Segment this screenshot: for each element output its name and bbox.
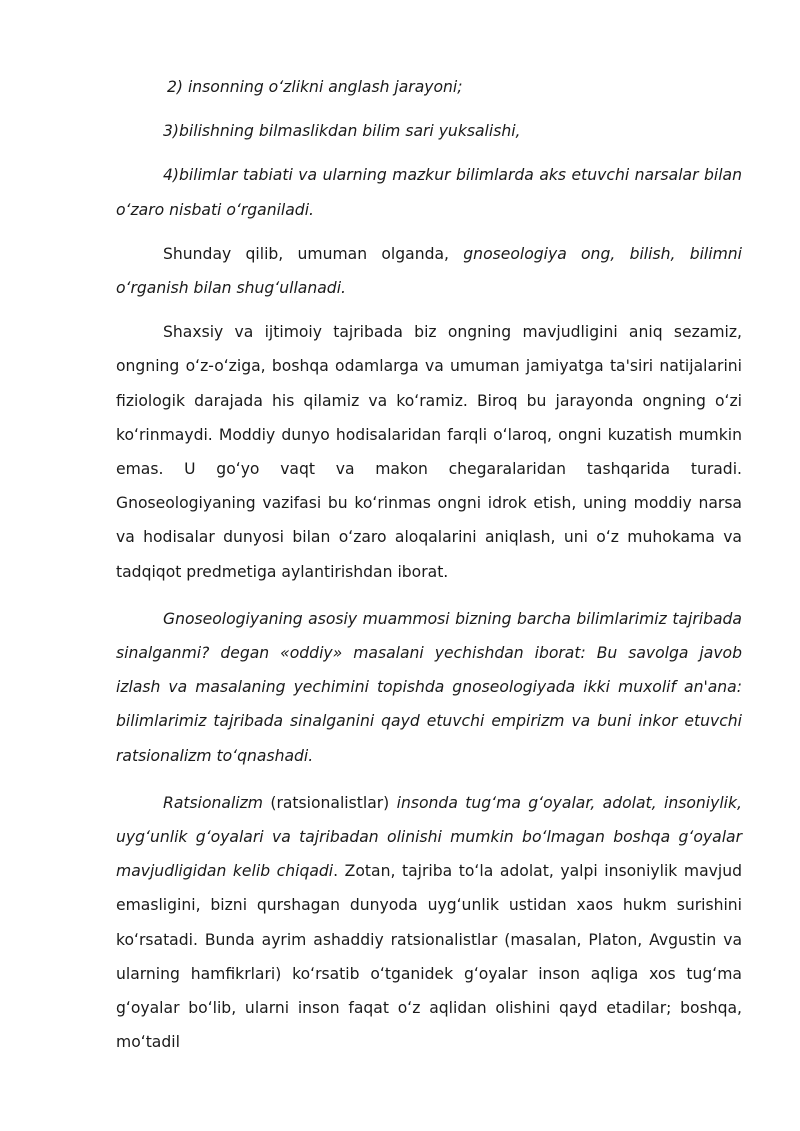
rationalism-paren: (ratsionalistlar) xyxy=(262,793,397,812)
rationalism-italic: insonda tugʻma gʻoyalar, adolat, insoniylik, uygʻunlik gʻoyalari va tajribadan olinishi mumkin boʻlmagan boshqa gʻoyalar mavjudligidan kelib chiqadi xyxy=(116,793,742,881)
rationalism-rest: . Zotan, tajriba toʻla adolat, yalpi insoniylik mavjud emasligini, bizni qurshagan dunyoda uygʻunlik ustidan xaos hukm surishini koʻrsatadi. Bunda ayrim ashaddiy ratsionalistlar (masalan, Platon, Avgustin va ularning hamfikrlari) koʻrsatib oʻtganidek gʻoyalar inson aqliga xos tugʻma gʻoyalar boʻlib, ularni inson faqat oʻz aqlidan olishini qayd etadilar; boshqa, moʻtadil xyxy=(116,862,742,1052)
paragraph-summary-lead: Shunday qilib, umuman olganda, xyxy=(163,244,464,263)
paragraph-rationalism xyxy=(116,786,742,1060)
paragraph-problem: Gnoseologiyaning asosiy muammosi bizning barcha bilimlarimiz tajribada sinalganmi? degan «oddiy» masalani yechishdan iborat: Bu savolga javob izlash va masalaning yechimini topishda gnoseologiyada ikki muxolif an'ana: bilimlarimiz tajribada sinalganini qayd etuvchi empirizm va buni inkor etuvchi ratsionalizm toʻqnashadi. xyxy=(116,609,742,765)
paragraph-experience: Shaxsiy va ijtimoiy tajribada biz ongning mavjudligini aniq sezamiz, ongning oʻz-oʻziga, boshqa odamlarga va umuman jamiyatga ta'siri natijalarini fiziologik darajada his qilamiz va koʻramiz. Biroq bu jarayonda ongning oʻzi koʻrinmaydi. Moddiy dunyo hodisalaridan farqli oʻlaroq, ongni kuzatish mumkin emas. U goʻyo vaqt va makon chegaralaridan tashqarida turadi. Gnoseologiyaning vazifasi bu koʻrinmas ongni idrok etish, uning moddiy narsa va hodisalar dunyosi bilan oʻzaro aloqalarini aniqlash, uni oʻz muhokama va tadqiqot predmetiga aylantirishdan iborat. xyxy=(116,323,742,581)
list-item-3: 3)bilishning bilmaslikdan bilim sari yuksalishi, xyxy=(163,122,521,141)
paragraph-summary xyxy=(116,237,742,305)
rationalism-term: Ratsionalizm xyxy=(163,793,263,812)
list-item-4: 4)bilimlar tabiati va ularning mazkur bilimlarda aks etuvchi narsalar bilan oʻzaro nisbati oʻrganiladi. xyxy=(116,166,742,219)
list-item-2: 2) insonning oʻzlikni anglash jarayoni; xyxy=(167,78,463,96)
document-page xyxy=(116,70,742,1059)
paragraph-summary-italic: gnoseologiya ong, bilish, bilimni oʻrganish bilan shugʻullanadi. xyxy=(116,244,743,298)
